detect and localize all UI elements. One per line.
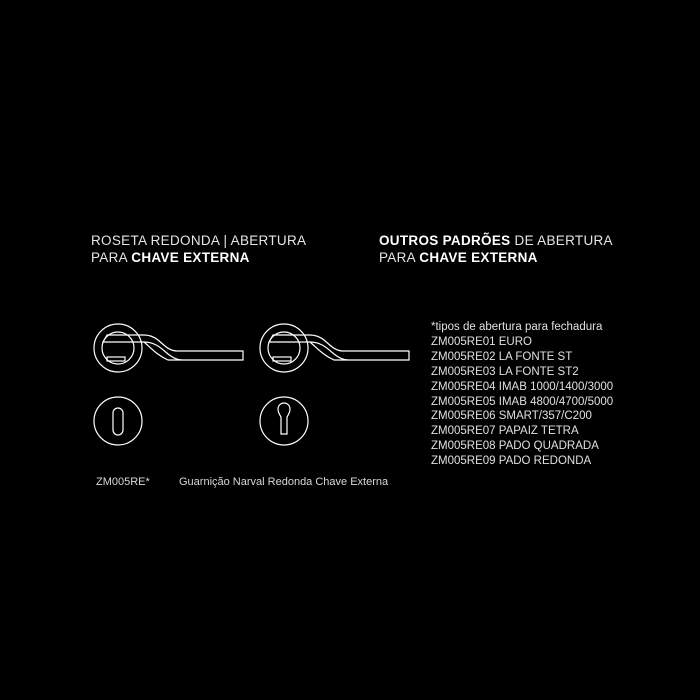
right-heading-line1 (379, 232, 613, 249)
note-item: ZM005RE05 IMAB 4800/4700/5000 (431, 395, 614, 408)
right-heading-rest: DE ABERTURA (510, 233, 613, 248)
left-heading (91, 232, 306, 266)
left-heading-line1: ROSETA REDONDA | ABERTURA (91, 233, 307, 248)
handle-side-view-left (94, 324, 243, 372)
right-heading-line2 (379, 249, 613, 266)
left-heading-bold: CHAVE EXTERNA (131, 250, 250, 265)
escutcheon-left (94, 397, 142, 445)
product-description: Guarnição Narval Redonda Chave Externa (179, 476, 389, 488)
right-heading-prefix: PARA (379, 250, 420, 265)
note-title: *tipos de abertura para fechadura (431, 321, 603, 333)
product-code: ZM005RE* (96, 476, 150, 488)
escutcheon-right (260, 397, 308, 445)
right-heading-bold2: CHAVE EXTERNA (419, 250, 538, 265)
note-item: ZM005RE06 SMART/357/C200 (431, 410, 592, 423)
note-item: ZM005RE09 PADO REDONDA (431, 455, 592, 468)
escutcheon-plate (94, 397, 142, 445)
handle-side-view-right (260, 324, 409, 372)
rosette-outline (94, 324, 142, 372)
right-heading (379, 232, 613, 266)
note-item: ZM005RE04 IMAB 1000/1400/3000 (431, 380, 614, 393)
note-item: ZM005RE01 EURO (431, 335, 532, 348)
collar-right (273, 357, 291, 361)
oval-keyhole (113, 408, 123, 435)
note-item: ZM005RE07 PAPAIZ TETRA (431, 425, 579, 438)
note-item: ZM005RE02 LA FONTE ST (431, 350, 573, 363)
lever-outline (103, 335, 243, 360)
handle-technical-drawing (85, 318, 415, 468)
note-item: ZM005RE03 LA FONTE ST2 (431, 365, 579, 378)
escutcheon-plate-right (260, 397, 308, 445)
euro-cylinder-keyhole (278, 403, 290, 434)
left-heading-line2 (91, 249, 306, 266)
lock-types-note (431, 320, 613, 469)
left-heading-prefix: PARA (91, 250, 132, 265)
right-heading-bold1: OUTROS PADRÕES (379, 233, 511, 248)
note-item: ZM005RE08 PADO QUADRADA (431, 440, 599, 453)
rosette-outline-right (260, 324, 308, 372)
lever-outline-right (269, 335, 409, 360)
collar (107, 357, 125, 361)
